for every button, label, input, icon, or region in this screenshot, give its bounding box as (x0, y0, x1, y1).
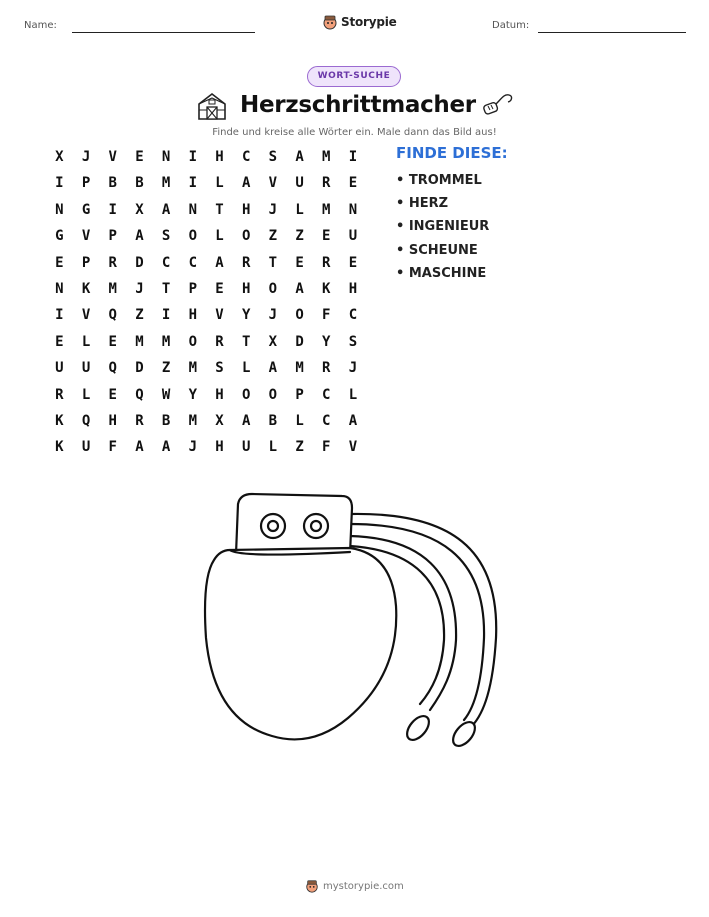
grid-letter: M (161, 175, 171, 192)
grid-letter: R (135, 412, 144, 429)
grid-letter: R (322, 175, 331, 192)
grid-letter: U (295, 175, 304, 192)
grid-letter: P (188, 280, 197, 297)
grid-letter: L (268, 439, 278, 456)
grid-letter: K (55, 439, 64, 456)
word-list-item: • MASCHINE (396, 265, 487, 281)
grid-letter: A (161, 201, 171, 218)
storypie-mascot-icon (322, 14, 338, 30)
grid-letter: H (215, 386, 224, 403)
grid-letter: A (241, 175, 251, 192)
grid-letter: E (55, 254, 64, 271)
grid-letter: Q (81, 412, 91, 429)
grid-letter: O (241, 386, 251, 403)
grid-letter: L (81, 386, 91, 403)
grid-letter: T (268, 254, 278, 271)
grid-letter: C (348, 307, 358, 324)
grid-letter: O (268, 280, 278, 297)
word-list-item: • HERZ (396, 196, 449, 212)
grid-letter: I (55, 307, 64, 324)
grid-letter: W (161, 386, 171, 403)
grid-letter: H (215, 149, 224, 165)
grid-letter: M (135, 333, 144, 350)
grid-letter: K (322, 280, 331, 297)
grid-letter: X (55, 149, 64, 165)
grid-letter: V (268, 175, 278, 192)
grid-letter: R (215, 333, 224, 350)
grid-letter: Z (295, 228, 304, 245)
grid-letter: H (348, 280, 358, 297)
grid-letter: Z (295, 439, 304, 456)
grid-letter: M (295, 360, 304, 377)
grid-letter: X (215, 412, 224, 429)
grid-letter: T (241, 333, 251, 350)
pacemaker-coloring-image (200, 488, 510, 758)
grid-letter: L (215, 228, 224, 245)
grid-letter: A (295, 149, 304, 165)
grid-letter: F (108, 439, 117, 456)
grid-letter: O (241, 228, 251, 245)
date-label: Datum: (492, 20, 530, 31)
grid-letter: E (322, 228, 331, 245)
word-list-item: • TROMMEL (396, 173, 482, 188)
grid-letter: H (188, 307, 197, 324)
grid-letter: U (348, 228, 358, 245)
grid-letter: J (188, 439, 197, 456)
grid-letter: H (241, 201, 251, 218)
grid-letter: J (268, 307, 278, 324)
word-list (396, 172, 489, 288)
grid-letter: A (161, 439, 171, 456)
grid-letter: J (268, 201, 278, 218)
grid-letter: B (135, 175, 144, 192)
word-list-item: • SCHEUNE (396, 242, 478, 258)
grid-letter: E (348, 175, 358, 192)
grid-letter: E (215, 280, 224, 297)
grid-letter: L (295, 412, 304, 429)
footer (305, 879, 404, 893)
grid-letter: G (55, 228, 64, 245)
grid-letter: I (55, 175, 64, 192)
grid-letter: B (108, 175, 117, 192)
grid-letter: L (295, 201, 304, 218)
grid-letter: N (55, 201, 64, 218)
grid-letter: X (135, 201, 144, 218)
grid-letter: O (188, 333, 197, 350)
grid-letter: R (55, 386, 64, 403)
grid-letter: T (215, 201, 224, 218)
name-label: Name: (24, 20, 57, 31)
brand-name: Storypie (341, 15, 397, 29)
grid-letter: C (241, 149, 251, 165)
instructions: Finde und kreise alle Wörter ein. Male dann das Bild aus! (212, 127, 497, 138)
grid-letter: N (348, 201, 358, 218)
grid-letter: H (108, 412, 117, 429)
grid-letter: G (81, 201, 91, 218)
grid-letter: U (55, 360, 64, 377)
grid-letter: D (295, 333, 304, 350)
grid-letter: V (215, 307, 224, 324)
grid-letter: Y (322, 333, 331, 350)
grid-letter: C (322, 386, 331, 403)
grid-letter: V (81, 307, 91, 324)
grid-letter: I (348, 149, 358, 165)
grid-letter: J (135, 280, 144, 297)
grid-letter: E (108, 333, 117, 350)
grid-letter: C (322, 412, 331, 429)
grid-letter: M (188, 360, 197, 377)
grid-letter: U (81, 360, 91, 377)
storypie-mascot-icon (305, 879, 319, 893)
grid-letter: U (241, 439, 251, 456)
grid-letter: Q (108, 360, 117, 377)
word-list-item: • INGENIEUR (396, 219, 490, 235)
grid-letter: A (241, 412, 251, 429)
grid-letter: Q (108, 307, 117, 324)
grid-letter: X (268, 333, 278, 350)
grid-letter: S (161, 228, 171, 245)
grid-letter: S (268, 149, 278, 165)
grid-letter: E (295, 254, 304, 271)
grid-letter: Y (188, 386, 197, 403)
grid-letter: V (348, 439, 358, 456)
grid-letter: Q (135, 386, 144, 403)
grid-letter: I (108, 201, 117, 218)
grid-letter: R (322, 360, 331, 377)
grid-letter: H (241, 280, 251, 297)
grid-letter: D (135, 254, 144, 271)
letter-grid (46, 148, 366, 465)
grid-letter: R (241, 254, 251, 271)
footer-url: mystorypie.com (323, 880, 404, 892)
grid-letter: A (135, 439, 144, 456)
name-line (72, 32, 255, 33)
category-badge: WORT-SUCHE (307, 66, 401, 87)
grid-letter: P (81, 254, 91, 271)
grid-letter: V (81, 228, 91, 245)
grid-letter: O (268, 386, 278, 403)
grid-letter: A (295, 280, 304, 297)
grid-letter: R (322, 254, 331, 271)
grid-letter: L (215, 175, 224, 192)
grid-letter: Z (161, 360, 171, 377)
page-title: Herzschrittmacher (240, 92, 476, 118)
grid-letter: D (135, 360, 144, 377)
grid-letter: R (108, 254, 117, 271)
grid-letter: P (81, 175, 91, 192)
grid-letter: C (161, 254, 171, 271)
grid-letter: U (81, 439, 91, 456)
grid-letter: J (81, 149, 91, 165)
grid-letter: P (108, 228, 117, 245)
grid-letter: K (81, 280, 91, 297)
grid-letter: E (108, 386, 117, 403)
grid-letter: L (241, 360, 251, 377)
grid-letter: O (295, 307, 304, 324)
grid-letter: A (215, 254, 224, 271)
grid-letter: M (188, 412, 197, 429)
grid-letter: I (161, 307, 171, 324)
grid-letter: H (215, 439, 224, 456)
grid-letter: Z (268, 228, 278, 245)
grid-letter: Y (241, 307, 251, 324)
grid-letter: E (135, 149, 144, 165)
grid-letter: A (348, 412, 358, 429)
pacemaker-icon (482, 92, 514, 118)
grid-letter: M (322, 201, 331, 218)
brand-logo (322, 14, 397, 30)
grid-letter: M (161, 333, 171, 350)
grid-letter: J (348, 360, 358, 377)
grid-letter: L (348, 386, 358, 403)
grid-letter: T (161, 280, 171, 297)
grid-letter: C (188, 254, 197, 271)
grid-letter: A (135, 228, 144, 245)
grid-letter: F (322, 307, 331, 324)
grid-letter: Z (135, 307, 144, 324)
grid-letter: B (161, 412, 171, 429)
grid-letter: I (188, 175, 197, 192)
grid-letter: M (108, 280, 117, 297)
grid-letter: P (295, 386, 304, 403)
grid-letter: F (322, 439, 331, 456)
grid-letter: K (55, 412, 64, 429)
barn-icon (197, 92, 227, 120)
grid-letter: M (322, 149, 331, 165)
grid-letter: E (348, 254, 358, 271)
grid-letter: L (81, 333, 91, 350)
word-list-title: FINDE DIESE: (396, 144, 508, 162)
grid-letter: V (108, 149, 117, 165)
grid-letter: I (188, 149, 197, 165)
grid-letter: E (55, 333, 64, 350)
grid-letter: B (268, 412, 278, 429)
date-line (538, 32, 686, 33)
grid-letter: N (161, 149, 171, 165)
grid-letter: N (188, 201, 197, 218)
grid-letter: S (348, 333, 358, 350)
grid-letter: S (215, 360, 224, 377)
grid-letter: O (188, 228, 197, 245)
grid-letter: A (268, 360, 278, 377)
grid-letter: N (55, 280, 64, 297)
